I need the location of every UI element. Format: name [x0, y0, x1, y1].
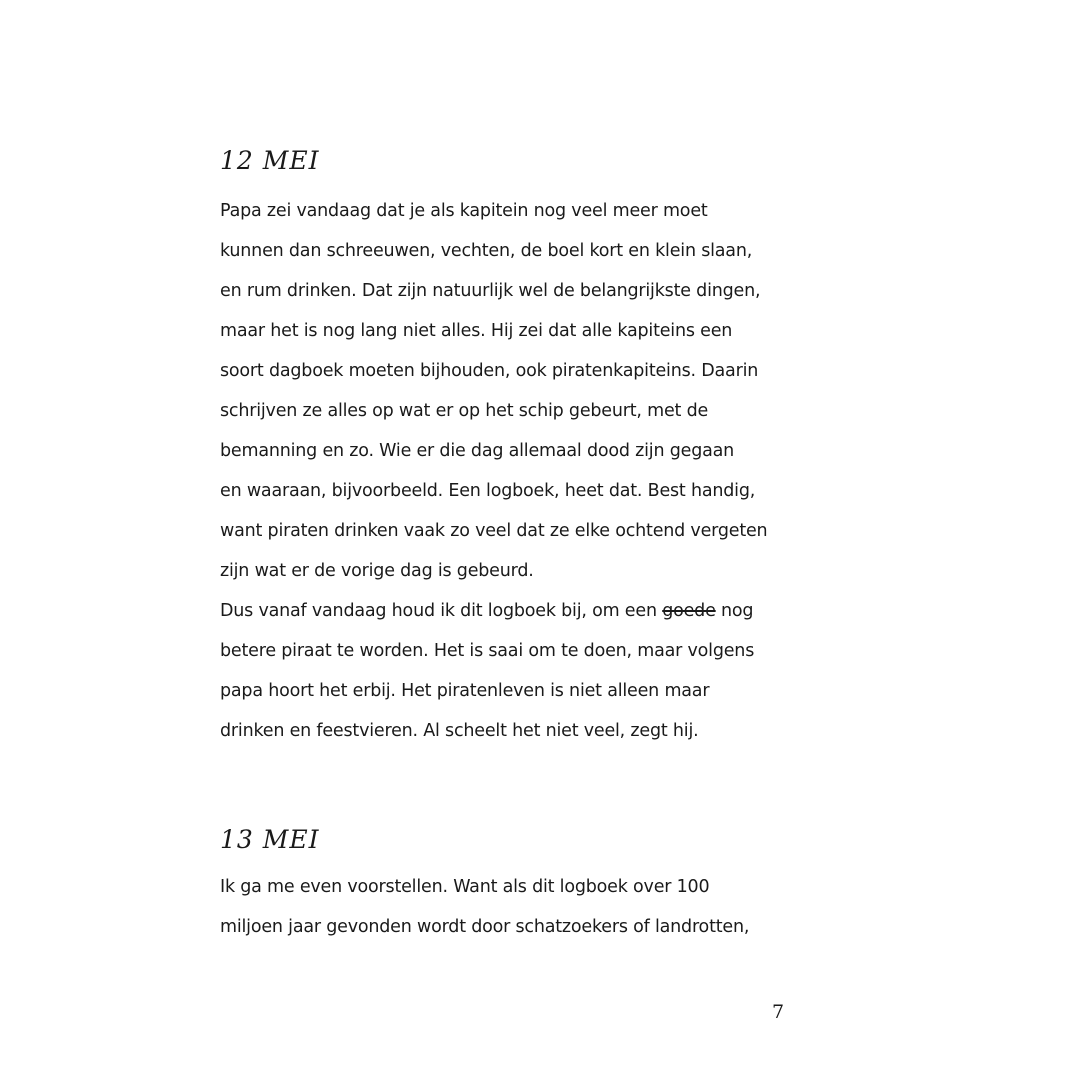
entry-date-heading: 12 MEI: [220, 146, 320, 175]
text-line: bemanning en zo. Wie er die dag allemaal dood zijn gegaan: [220, 441, 735, 461]
text-segment: nog: [715, 601, 754, 621]
text-line: en rum drinken. Dat zijn natuurlijk wel de belangrijkste dingen,: [220, 281, 761, 301]
text-segment: Dus vanaf vandaag houd ik dit logboek bij, om een: [220, 601, 663, 621]
struck-word: goede: [662, 601, 716, 621]
entry-date-heading: 13 MEI: [220, 825, 320, 854]
text-line: miljoen jaar gevonden wordt door schatzoekers of landrotten,: [220, 917, 750, 937]
text-line: soort dagboek moeten bijhouden, ook piratenkapiteins. Daarin: [220, 361, 759, 381]
text-line: want piraten drinken vaak zo veel dat ze elke ochtend vergeten: [220, 521, 768, 541]
page-number: 7: [772, 1001, 785, 1023]
text-line: Ik ga me even voorstellen. Want als dit logboek over 100: [220, 877, 710, 897]
text-line-with-strikethrough: [220, 591, 820, 631]
entry-body: [220, 867, 820, 947]
entry-body: [220, 191, 820, 751]
text-line: zijn wat er de vorige dag is gebeurd.: [220, 561, 534, 581]
text-line: kunnen dan schreeuwen, vechten, de boel kort en klein slaan,: [220, 241, 753, 261]
text-line: maar het is nog lang niet alles. Hij zei dat alle kapiteins een: [220, 321, 733, 341]
text-line: en waaraan, bijvoorbeeld. Een logboek, heet dat. Best handig,: [220, 481, 756, 501]
text-line: papa hoort het erbij. Het piratenleven is niet alleen maar: [220, 681, 710, 701]
text-line: betere piraat te worden. Het is saai om te doen, maar volgens: [220, 641, 755, 661]
text-line: drinken en feestvieren. Al scheelt het niet veel, zegt hij.: [220, 721, 699, 741]
text-line: schrijven ze alles op wat er op het schip gebeurt, met de: [220, 401, 709, 421]
text-line: Papa zei vandaag dat je als kapitein nog veel meer moet: [220, 201, 708, 221]
